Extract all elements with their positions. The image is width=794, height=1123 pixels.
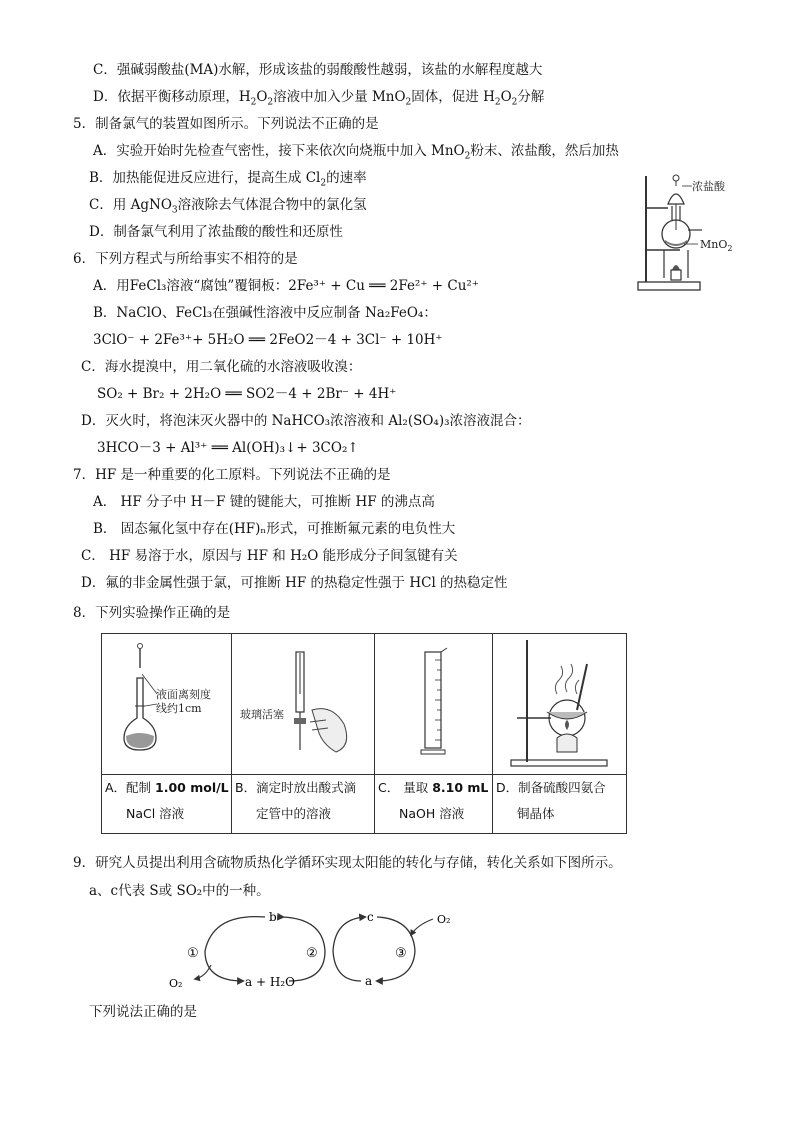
q6-option-c-equation: SO₂ + Br₂ + 2H₂O ══ SO2－4 + 2Br⁻ + 4H⁺: [97, 386, 397, 402]
q6-option-b-equation: 3ClO⁻ + 2Fe³⁺+ 5H₂O ══ 2FeO2－4 + 3Cl⁻ + 10H⁺: [93, 332, 443, 348]
q8-stem: 8．下列实验操作正确的是: [73, 605, 231, 621]
cycle-o2-right: O₂: [437, 913, 451, 926]
q4-d-mid3: 固体，促进 H: [411, 89, 495, 105]
cycle-a-h2o: a + H₂O: [245, 975, 295, 989]
caption-b-line2: 定管中的溶液: [256, 806, 332, 821]
q4-d-mid1: O: [256, 89, 268, 105]
label-conc-hcl: 浓盐酸: [692, 180, 725, 193]
q5-a-post: 粉末、浓盐酸，然后加热: [470, 143, 619, 159]
label-mno2: MnO$_2$: [700, 238, 733, 253]
q4-d-post: 分解: [517, 89, 545, 105]
q6-option-d: D．灭火时，将泡沫灭火器中的 NaHCO₃浓溶液和 Al₂(SO₄)₃浓溶液混合：: [81, 413, 531, 429]
caption-a-pre: A．配制: [105, 780, 156, 795]
cycle-step-1: ①: [187, 946, 199, 961]
q7-stem: 7．HF 是一种重要的化工原料。下列说法不正确的是: [73, 467, 391, 483]
q6-stem: 6．下列方程式与所给事实不相符的是: [73, 251, 298, 267]
q9-tail: 下列说法正确的是: [89, 1004, 197, 1020]
cycle-a: a: [365, 974, 373, 988]
q4-option-c: C．强碱弱酸盐(MA)水解，形成该盐的弱酸酸性越弱，该盐的水解程度越大: [93, 62, 543, 78]
q5-a-pre: A．实验开始时先检查气密性，接下来依次向烧瓶中加入 MnO: [93, 143, 465, 159]
caption-d-line1: D．制备硫酸四氨合: [496, 780, 606, 795]
sulfur-cycle-diagram: [165, 905, 465, 997]
q8-caption-c: [375, 775, 493, 834]
q5-c-pre: C．用 AgNO: [89, 197, 172, 213]
q8-caption-b: [232, 775, 375, 834]
q8-image-b: [232, 634, 375, 775]
q8-caption-a: [102, 775, 232, 834]
q5-option-a: A．实验开始时先检查气密性，接下来依次向烧瓶中加入 MnO$_2$粉末、浓盐酸，然后加热: [93, 143, 619, 162]
caption-c-line2: NaOH 溶液: [399, 806, 465, 821]
caption-a-bold: 1.00 mol/L: [155, 780, 229, 795]
graduated-cylinder-figure: [375, 634, 491, 770]
evaporating-dish-figure: [493, 634, 625, 770]
cycle-step-2: ②: [306, 946, 318, 961]
q6-option-c: C．海水提溴中，用二氧化硫的水溶液吸收溴：: [81, 359, 362, 375]
q5-b-pre: B．加热能促进反应进行，提高生成 Cl: [89, 170, 321, 186]
q8-image-c: [375, 634, 493, 775]
q6-option-b: B．NaClO、FeCl₃在强碱性溶液中反应制备 Na₂FeO₄：: [93, 305, 437, 321]
q5-c-post: 溶液除去气体混合物中的氯化氢: [177, 197, 367, 213]
q8-caption-d: [493, 775, 627, 834]
q4-d-mid2: 溶液中加入少量 MnO: [273, 89, 406, 105]
q8-image-d: [493, 634, 627, 775]
label-1cm-line-1: 液面离刻度: [156, 688, 211, 701]
caption-c-pre: C． 量取: [378, 780, 433, 795]
q5-option-c: C．用 AgNO$_3$溶液除去气体混合物中的氯化氢: [89, 197, 367, 216]
burette-figure: [232, 634, 373, 770]
q9-stem: 9．研究人员提出利用含硫物质热化学循环实现太阳能的转化与存储，转化关系如下图所示。: [73, 855, 622, 871]
label-1cm-line-2: 线约1cm: [156, 702, 202, 715]
cycle-c: c: [367, 910, 374, 924]
q7-option-c: C． HF 易溶于水，原因与 HF 和 H₂O 能形成分子间氢键有关: [81, 548, 458, 564]
q6-option-a: A．用FeCl₃溶液“腐蚀”覆铜板：2Fe³⁺ + Cu ══ 2Fe²⁺ + Cu²⁺: [93, 278, 479, 294]
q5-b-post: 的速率: [326, 170, 367, 186]
q4-d-pre: D．依据平衡移动原理，H: [93, 89, 251, 105]
caption-c-bold: 8.10 mL: [432, 780, 489, 795]
q4-d-mid4: O: [500, 89, 512, 105]
q5-stem: 5．制备氯气的装置如图所示。下列说法不正确的是: [73, 116, 379, 132]
cycle-b: b: [269, 910, 277, 924]
q7-option-a: A． HF 分子中 H－F 键的键能大，可推断 HF 的沸点高: [93, 494, 435, 510]
chlorine-apparatus-figure: [632, 168, 744, 296]
q8-options-table: [101, 633, 627, 834]
q6-option-d-equation: 3HCO－3 + Al³⁺ ══ Al(OH)₃↓+ 3CO₂↑: [97, 440, 359, 456]
q7-option-b: B． 固态氟化氢中存在(HF)ₙ形式，可推断氟元素的电负性大: [93, 521, 456, 537]
q5-option-d: D．制备氯气利用了浓盐酸的酸性和还原性: [89, 224, 343, 240]
cycle-o2-left: O₂: [169, 977, 183, 990]
caption-a-line2: NaCl 溶液: [126, 806, 185, 821]
q5-option-b: B．加热能促进反应进行，提高生成 $Cl_2$的速率: [89, 170, 367, 189]
caption-b-line1: B．滴定时放出酸式滴: [235, 780, 357, 795]
label-glass-stopcock: 玻璃活塞: [240, 708, 284, 721]
cycle-step-3: ③: [395, 946, 407, 961]
q4-option-d: D．依据平衡移动原理，$H_2O_2$溶液中加入少量 MnO$_2$固体，促进 $H_2O_2$分解: [93, 89, 545, 108]
volumetric-flask-figure: [102, 634, 230, 770]
q9-note: a、c代表 S或 SO₂中的一种。: [89, 883, 270, 899]
q8-image-a: [102, 634, 232, 775]
q7-option-d: D．氟的非金属性强于氯，可推断 HF 的热稳定性强于 HCl 的热稳定性: [81, 575, 508, 591]
caption-d-line2: 铜晶体: [517, 806, 555, 821]
